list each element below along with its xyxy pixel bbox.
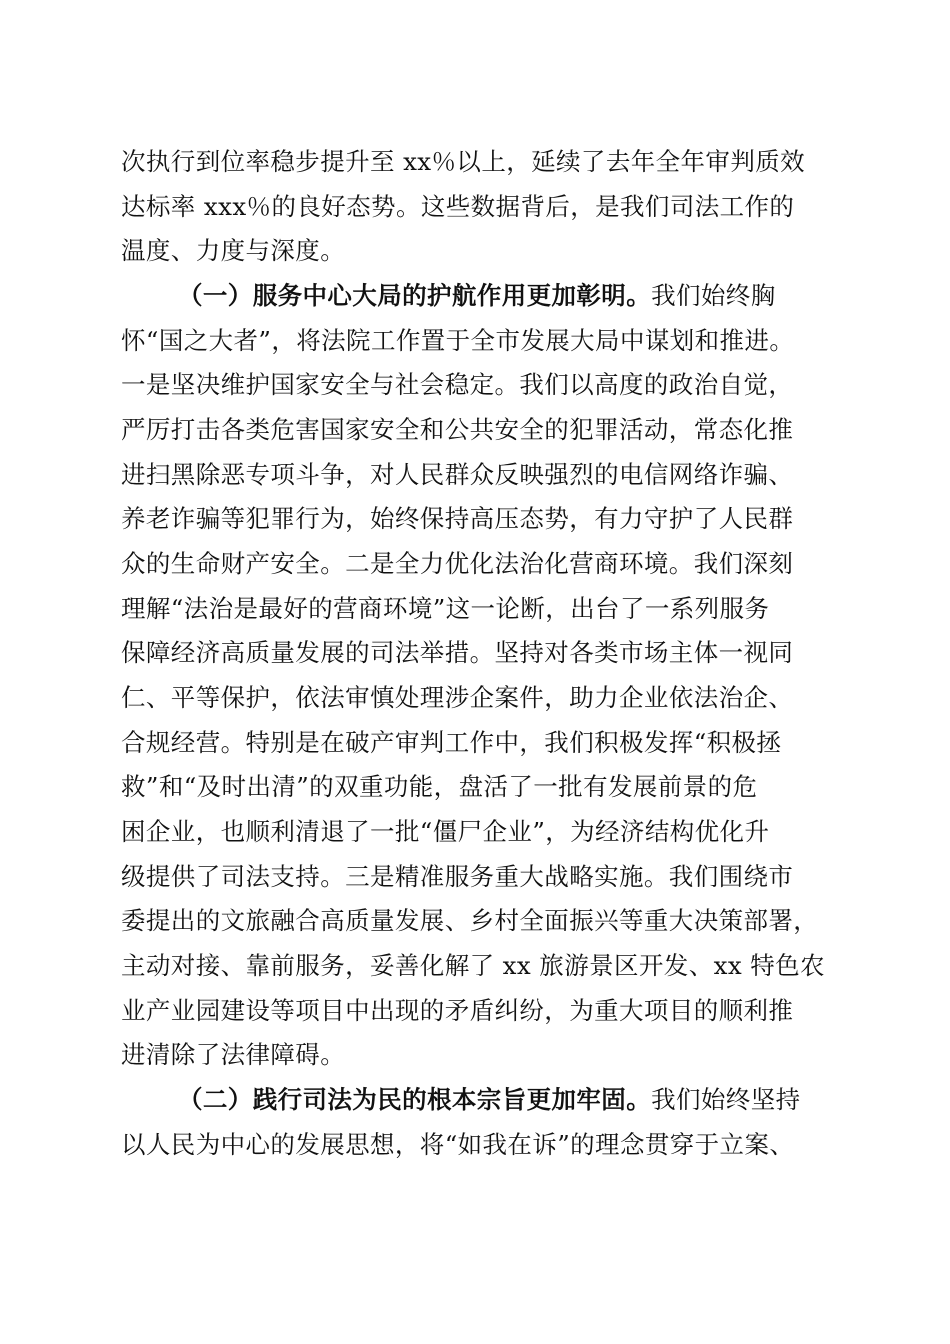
- body-text-line: 养老诈骗等犯罪行为，始终保持高压态势，有力守护了人民群: [121, 504, 794, 533]
- body-text-line: 保障经济高质量发展的司法举措。坚持对各类市场主体一视同: [121, 638, 794, 667]
- body-text-line: 严厉打击各类危害国家安全和公共安全的犯罪活动，常态化推: [121, 415, 794, 444]
- body-text-line: 级提供了司法支持。三是精准服务重大战略实施。我们围绕市: [121, 862, 794, 891]
- body-text-line: 次执行到位率稳步提升至 xx％以上，延续了去年全年审判质效: [121, 147, 806, 176]
- body-text-line: 合规经营。特别是在破产审判工作中，我们积极发挥“积极拯: [121, 728, 782, 757]
- body-text-line: 达标率 xxx％的良好态势。这些数据背后，是我们司法工作的: [121, 192, 795, 221]
- section-1-first-line: [178, 276, 776, 316]
- section-2-tail: 我们始终坚持: [651, 1085, 801, 1114]
- body-text-line: 温度、力度与深度。: [121, 236, 346, 265]
- body-text-line: 怀“国之大者”，将法院工作置于全市发展大局中谋划和推进。: [121, 326, 795, 355]
- body-text-line: 理解“法治是最好的营商环境”这一论断，出台了一系列服务: [121, 594, 770, 623]
- body-text-line: 以人民为中心的发展思想，将“如我在诉”的理念贯穿于立案、: [121, 1130, 795, 1159]
- section-1-heading: （一）服务中心大局的护航作用更加彰明。: [178, 281, 652, 310]
- body-text-line: 业产业园建设等项目中出现的矛盾纠纷，为重大项目的顺利推: [121, 996, 794, 1025]
- body-text-line: 困企业，也顺利清退了一批“僵尸企业”，为经济结构优化升: [121, 817, 770, 846]
- body-text-line: 进扫黑除恶专项斗争，对人民群众反映强烈的电信网络诈骗、: [121, 460, 794, 489]
- section-1-tail: 我们始终胸: [651, 281, 776, 310]
- body-text-line: 主动对接、靠前服务，妥善化解了 xx 旅游景区开发、xx 特色农: [121, 951, 825, 980]
- body-text-line: 委提出的文旅融合高质量发展、乡村全面振兴等重大决策部署，: [121, 906, 819, 935]
- body-text-line: 进清除了法律障碍。: [121, 1040, 346, 1069]
- section-2-first-line: [178, 1080, 801, 1120]
- section-2-heading: （二）践行司法为民的根本宗旨更加牢固。: [178, 1085, 652, 1114]
- body-text-line: 一是坚决维护国家安全与社会稳定。我们以高度的政治自觉，: [121, 370, 794, 399]
- body-text-line: 救”和“及时出清”的双重功能，盘活了一批有发展前景的危: [121, 772, 758, 801]
- body-text-line: 众的生命财产安全。二是全力优化法治化营商环境。我们深刻: [121, 549, 794, 578]
- body-text-line: 仁、平等保护，依法审慎处理涉企案件，助力企业依法治企、: [121, 683, 794, 712]
